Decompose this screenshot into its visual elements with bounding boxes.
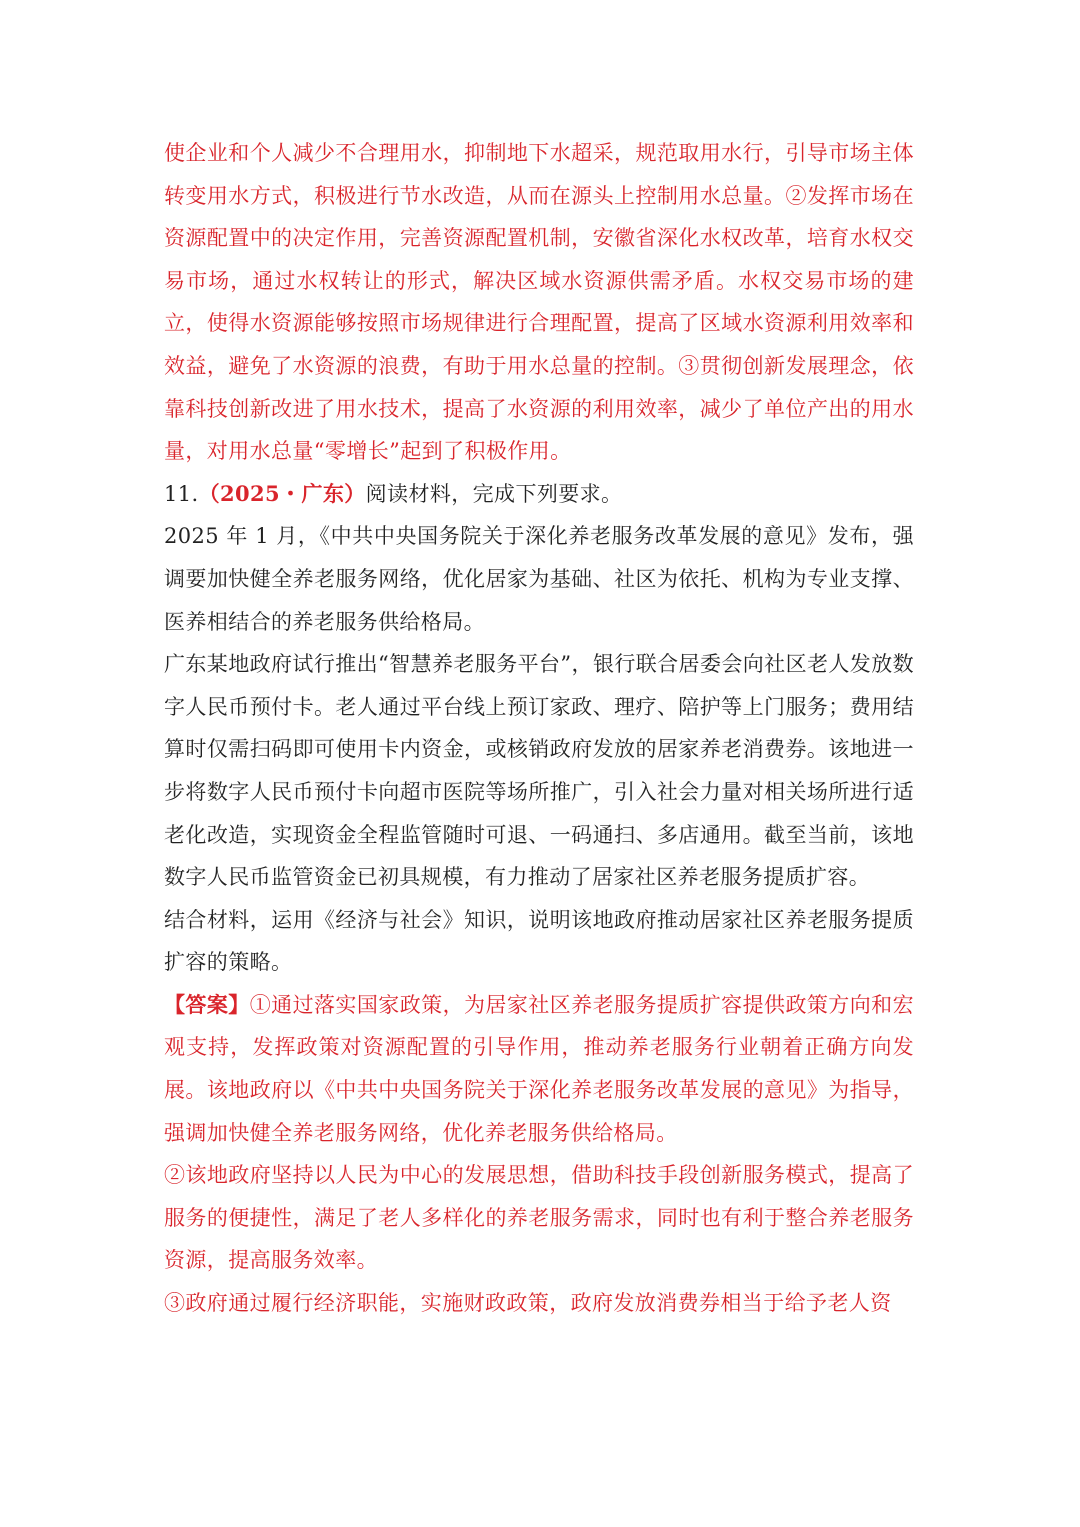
- answer-point-1: [164, 984, 914, 1154]
- question-source: （2025・广东）: [198, 480, 366, 506]
- answer-point-2: ②该地政府坚持以人民为中心的发展思想，借助科技手段创新服务模式，提高了服务的便捷性，满足了老人多样化的养老服务需求，同时也有利于整合养老服务资源，提高服务效率。: [164, 1163, 914, 1273]
- material-paragraph-2: 广东某地政府试行推出“智慧养老服务平台”，银行联合居委会向社区老人发放数字人民币预付卡。老人通过平台线上预订家政、理疗、陪护等上门服务；费用结 算时仅需扫码即可使用卡内资金，或核销政府发放的居家养老消费券。该地进一步将数字人民币预付卡向超市医院等场所推广，引入社会力量对相关场所进行适老化改造，实现资金全程监管随时可退、一码通扫、多店通用。截至当前，该地数字人民币监管资金已初具规模，有力推动了居家社区养老服务提质扩容。: [164, 652, 914, 890]
- previous-answer-continuation: 使企业和个人减少不合理用水，抑制地下水超采，规范取用水行，引导市场主体转变用水方式，积极进行节水改造，从而在源头上控制用水总量。②发挥市场在资源配置中的决定作用，完善资源配置机制，安徽省深化水权改革，培育水权交易市场，通过水权转让的形式，解决区域水资源供需矛盾。水权交易市场的建立，使得水资源能够按照市场规律进行合理配置，提高了区域水资源利用效率和效益，避免了水资源的浪费，有助于用水总量的控制。③贯彻创新发展理念，依靠科技创新改进了用水技术，提高了水资源的利用效率，减少了单位产出的用水量，对用水总量“零增长”起到了积极作用。: [164, 141, 914, 464]
- question-heading: [164, 473, 914, 516]
- page-content: [164, 132, 914, 1325]
- question-number: 11.: [164, 481, 199, 506]
- question-task: 结合材料，运用《经济与社会》知识，说明该地政府推动居家社区养老服务提质扩容的策略。: [164, 907, 914, 975]
- answer-point-3: ③政府通过履行经济职能，实施财政政策，政府发放消费券相当于给予老人资: [164, 1291, 892, 1316]
- answer-point-1-text: ①通过落实国家政策，为居家社区养老服务提质扩容提供政策方向和宏观支持，发挥政策对资源配置的引导作用，推动养老服务行业朝着正确方向发展。该地政府以《中共中央国务院关于深化养老服务改革发展的意见》为指导，强调加快健全养老服务网络，优化养老服务供给格局。: [164, 992, 914, 1145]
- question-prompt: 阅读材料，完成下列要求。: [365, 481, 623, 506]
- material-paragraph-1: 2025 年 1 月，《中共中央国务院关于深化养老服务改革发展的意见》发布，强调要加快健全养老服务网络，优化居家为基础、社区为依托、机构为专业支撑、医养相结合的养老服务供给格局。: [164, 524, 914, 634]
- answer-tag: 【答案】: [164, 991, 250, 1017]
